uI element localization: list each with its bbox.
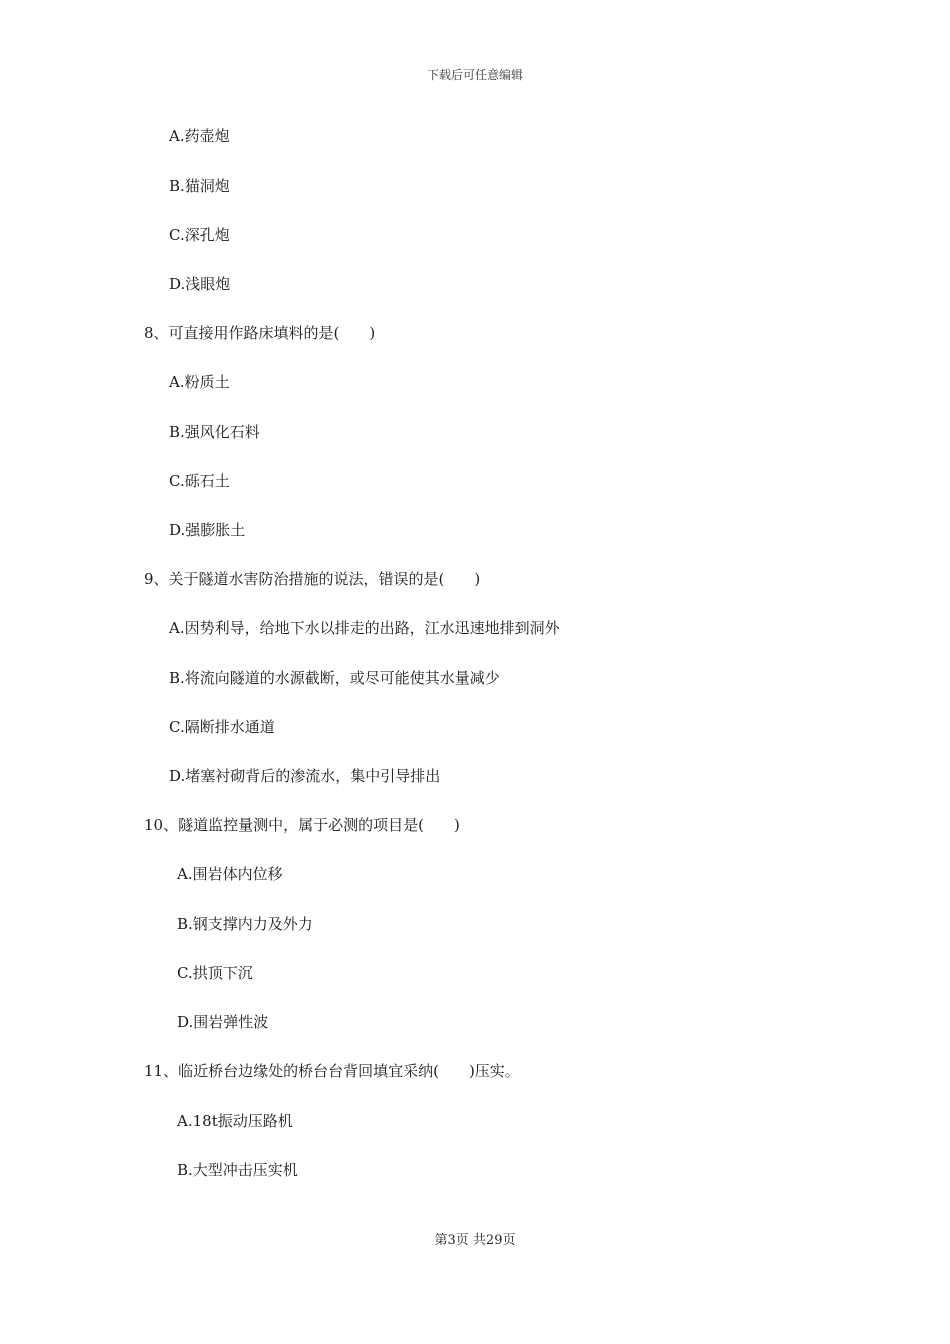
q10-option-b: B.钢支撑内力及外力 (177, 915, 313, 933)
q10-option-c: C.拱顶下沉 (177, 964, 253, 982)
q7-option-d: D.浅眼炮 (169, 275, 231, 293)
page-footer: 第3页 共29页 (434, 1233, 516, 1248)
q7-option-c: C.深孔炮 (169, 226, 230, 244)
q9-option-a: A.因势利导，给地下水以排走的出路，江水迅速地排到洞外 (169, 619, 560, 637)
q11-option-b: B.大型冲击压实机 (177, 1161, 298, 1179)
q8-option-c: C.砾石土 (169, 472, 230, 490)
q8-option-b: B.强风化石料 (169, 423, 260, 441)
q11-stem: 11、临近桥台边缘处的桥台台背回填宜采纳( )压实。 (144, 1062, 520, 1080)
q9-option-d: D.堵塞衬砌背后的渗流水，集中引导排出 (169, 767, 441, 785)
q8-option-d: D.强膨胀土 (169, 521, 246, 539)
q7-option-b: B.猫洞炮 (169, 177, 230, 195)
q9-option-b: B.将流向隧道的水源截断，或尽可能使其水量减少 (169, 669, 500, 687)
q10-stem: 10、隧道监控量测中，属于必测的项目是( ) (144, 816, 460, 834)
q8-stem: 8、可直接用作路床填料的是( ) (144, 324, 376, 342)
q9-option-c: C.隔断排水通道 (169, 718, 275, 736)
q10-option-a: A.围岩体内位移 (177, 865, 283, 883)
q8-option-a: A.粉质土 (169, 373, 230, 391)
page-header: 下载后可任意编辑 (426, 68, 523, 82)
q10-option-d: D.围岩弹性波 (177, 1013, 269, 1031)
q9-stem: 9、关于隧道水害防治措施的说法，错误的是( ) (144, 570, 481, 588)
q11-option-a: A.18t振动压路机 (177, 1112, 293, 1130)
q7-option-a: A.药壶炮 (169, 127, 230, 145)
